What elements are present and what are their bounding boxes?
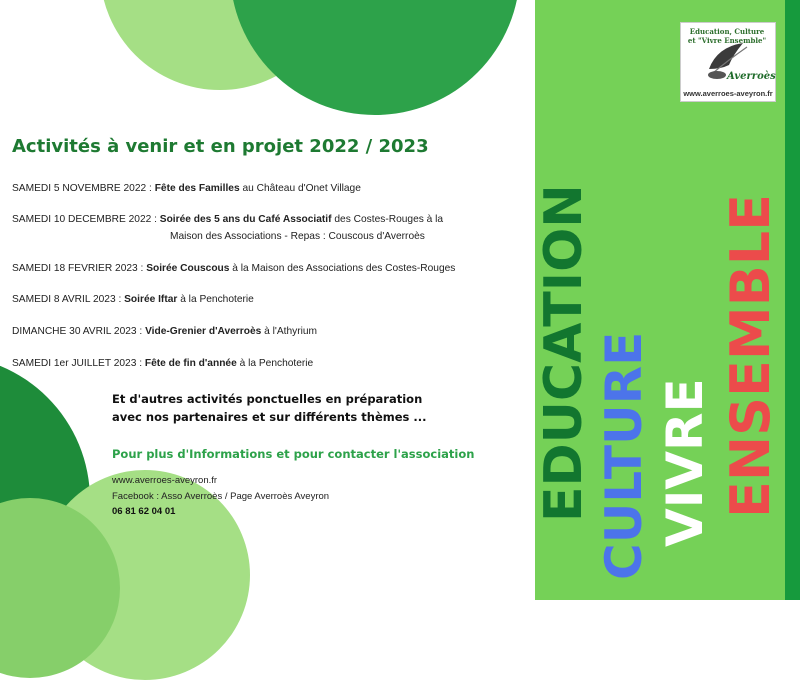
event-date: SAMEDI 5 NOVEMBRE 2022 : [12, 183, 155, 194]
event-title: Soirée Iftar [124, 294, 178, 305]
word-education: EDUCATION [534, 184, 594, 522]
event-item [12, 211, 443, 245]
event-title: Soirée des 5 ans du Café Associatif [159, 214, 332, 225]
event-date: SAMEDI 18 FEVRIER 2023 : [12, 263, 147, 274]
event-title: Fête de fin d'année [144, 358, 237, 369]
logo [680, 22, 776, 102]
event-date: SAMEDI 10 DECEMBRE 2022 : [12, 214, 160, 225]
page-title: Activités à venir et en projet 2022 / 2023 [12, 136, 429, 157]
decorative-circle-dark [230, 0, 520, 115]
side-panel-strip [785, 0, 800, 600]
event-location: à la Penchoterie [177, 294, 254, 305]
event-item [12, 291, 254, 308]
facebook-text: Facebook : Asso Averroès / Page Averroès Aveyron [112, 491, 330, 502]
event-title: Fête des Familles [154, 183, 240, 194]
event-item [12, 260, 455, 277]
logo-url: www.averroes-aveyron.fr [683, 89, 773, 98]
more-activities-text [112, 390, 427, 426]
event-title: Soirée Couscous [146, 263, 230, 274]
logo-name: Averroès [727, 71, 776, 82]
event-location: à la Penchoterie [236, 358, 314, 369]
event-location: à l'Athyrium [261, 326, 318, 337]
word-vivre: VIVRE [656, 378, 714, 547]
contact-heading: Pour plus d'Informations et pour contacter l'association [112, 447, 475, 461]
more-activities-line: avec nos partenaires et sur différents thèmes ... [112, 410, 427, 424]
event-title: Vide-Grenier d'Averroès [145, 326, 262, 337]
event-date: SAMEDI 1er JUILLET 2023 : [12, 358, 145, 369]
website-link[interactable]: www.averroes-aveyron.fr [112, 475, 218, 486]
word-ensemble: ENSEMBLE [719, 193, 782, 518]
event-item [12, 180, 361, 197]
more-activities-line: Et d'autres activités ponctuelles en préparation [112, 392, 423, 406]
event-location: des Costes-Rouges à la [331, 214, 444, 225]
event-location-continued: Maison des Associations - Repas : Couscous d'Averroès [170, 231, 425, 242]
event-item [12, 355, 313, 372]
event-location: à la Maison des Associations des Costes-Rouges [229, 263, 456, 274]
event-item [12, 323, 317, 340]
event-date: DIMANCHE 30 AVRIL 2023 : [12, 326, 146, 337]
event-date: SAMEDI 8 AVRIL 2023 : [12, 294, 125, 305]
logo-arc-text: Education, Culture et "Vivre Ensemble" [687, 27, 767, 45]
event-location: au Château d'Onet Village [239, 183, 361, 194]
word-culture: CULTURE [595, 331, 653, 580]
phone-number: 06 81 62 04 01 [112, 506, 176, 517]
